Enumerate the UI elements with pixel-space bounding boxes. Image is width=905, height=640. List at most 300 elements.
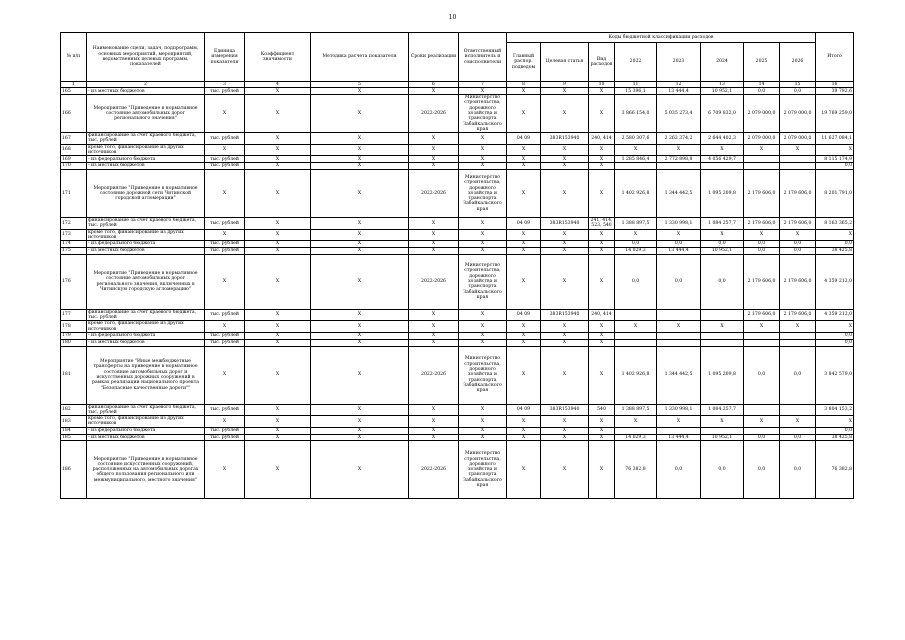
table-cell: 0,0 [780, 346, 816, 404]
table-cell: 241, 414, 523, 540 [589, 217, 615, 229]
table-cell [701, 332, 744, 339]
table-cell: 2 179 606,0 [780, 309, 816, 321]
table-cell: тыс. рублей [205, 339, 245, 346]
table-cell: X [507, 88, 541, 95]
table-cell: X [311, 156, 409, 163]
table-cell: тыс. рублей [205, 434, 245, 441]
header-vr: Вид расходов [589, 43, 615, 82]
table-cell: X [541, 254, 589, 309]
table-cell: X [507, 441, 541, 499]
table-cell: X [245, 404, 311, 416]
column-number: 5 [311, 82, 409, 88]
table-cell: 14 029,3 [615, 434, 657, 441]
table-cell: X [541, 163, 589, 170]
table-cell: X [780, 229, 816, 241]
table-cell: 383R153940 [541, 133, 589, 145]
row-number-cell: 184 [61, 427, 87, 434]
table-cell: тыс. рублей [205, 427, 245, 434]
table-cell: X [589, 416, 615, 428]
table-cell: тыс. рублей [205, 217, 245, 229]
table-cell: X [245, 427, 311, 434]
column-number: 8 [507, 82, 541, 88]
header-executor: Ответственный исполнитель и соисполнители [459, 33, 507, 82]
table-row [61, 169, 854, 217]
header-total: Итого [816, 33, 854, 82]
row-name-cell: - из местных бюджетов [87, 339, 205, 346]
table-cell: 540 [589, 404, 615, 416]
table-cell [744, 332, 780, 339]
table-cell: 0,0 [657, 241, 701, 248]
table-cell: 0,0 [657, 441, 701, 499]
table-cell: 0,0 [780, 247, 816, 254]
table-cell: 1 344 442,5 [657, 169, 701, 217]
table-cell: X [311, 404, 409, 416]
table-cell [780, 427, 816, 434]
table-cell: 1 084 257,7 [701, 404, 744, 416]
table-cell: X [507, 229, 541, 241]
table-row [61, 404, 854, 416]
table-cell: X [589, 434, 615, 441]
table-cell: тыс. рублей [205, 309, 245, 321]
table-cell: 0,0 [816, 163, 854, 170]
table-cell: 0,0 [657, 254, 701, 309]
table-cell: X [589, 241, 615, 248]
table-cell: X [311, 133, 409, 145]
table-cell: 6 709 832,0 [701, 95, 744, 133]
table-cell [780, 332, 816, 339]
table-cell: X [541, 95, 589, 133]
table-cell: X [615, 229, 657, 241]
table-cell: X [589, 441, 615, 499]
table-cell: 0,0 [816, 339, 854, 346]
table-cell: X [409, 309, 459, 321]
table-cell: X [311, 95, 409, 133]
table-cell: тыс. рублей [205, 88, 245, 95]
table-cell: X [541, 427, 589, 434]
table-cell: 19 769 259,0 [816, 95, 854, 133]
table-cell: X [409, 332, 459, 339]
table-cell: 2 079 000,0 [744, 95, 780, 133]
row-number-cell: 182 [61, 404, 87, 416]
table-cell [615, 427, 657, 434]
page-number: 10 [448, 14, 457, 21]
table-cell: X [409, 339, 459, 346]
table-cell: 2 079 000,0 [780, 95, 816, 133]
table-cell: 2 262 374,2 [657, 133, 701, 145]
table-cell: 2 580 307,6 [615, 133, 657, 145]
column-number: 11 [615, 82, 657, 88]
row-name-cell: - из местных бюджетов [87, 434, 205, 441]
header-2025: 2025 [744, 43, 780, 82]
table-cell: 2022-2026 [409, 441, 459, 499]
row-name-cell: кроме того, финансирование из других источников [87, 144, 205, 156]
table-cell: X [409, 217, 459, 229]
table-cell: 1 095 209,8 [701, 169, 744, 217]
table-cell: 4 359 212,0 [816, 254, 854, 309]
table-cell: 0,0 [816, 427, 854, 434]
table-cell: X [657, 416, 701, 428]
table-cell: X [459, 88, 507, 95]
table-cell: X [311, 217, 409, 229]
table-cell: 13 444,4 [657, 434, 701, 441]
table-cell: 04 09 [507, 309, 541, 321]
table-cell: X [245, 309, 311, 321]
table-cell: X [589, 254, 615, 309]
table-cell: X [507, 427, 541, 434]
table-cell: X [744, 416, 780, 428]
table-cell: 2022-2026 [409, 346, 459, 404]
table-cell: X [541, 339, 589, 346]
table-cell: 3 842 579,0 [816, 346, 854, 404]
table-cell: 0,0 [780, 434, 816, 441]
table-cell: X [311, 427, 409, 434]
table-row [61, 309, 854, 321]
table-cell: Министерство строительства, дорожного хозяйства и транспорта Забайкальского края [459, 346, 507, 404]
row-number-cell: 183 [61, 416, 87, 428]
table-cell [657, 339, 701, 346]
table-cell: X [507, 321, 541, 333]
table-cell: X [816, 321, 854, 333]
table-cell: X [589, 169, 615, 217]
table-cell: X [589, 339, 615, 346]
table-cell: X [409, 156, 459, 163]
row-number-cell: 176 [61, 254, 87, 309]
table-cell: X [245, 144, 311, 156]
table-row [61, 95, 854, 133]
table-cell: 2022-2026 [409, 169, 459, 217]
table-cell: Министерство строительства, дорожного хозяйства и транспорта Забайкальского края [459, 169, 507, 217]
row-name-cell: - из местных бюджетов [87, 88, 205, 95]
table-cell: X [541, 169, 589, 217]
table-cell: 2 179 606,0 [744, 169, 780, 217]
table-row [61, 441, 854, 499]
table-cell: 04 09 [507, 404, 541, 416]
table-cell: X [744, 229, 780, 241]
table-cell: 13 444,4 [657, 88, 701, 95]
table-cell: 2 179 606,0 [744, 309, 780, 321]
row-number-cell: 179 [61, 332, 87, 339]
table-cell: X [459, 247, 507, 254]
table-cell: X [311, 247, 409, 254]
header-2024: 2024 [701, 43, 744, 82]
table-cell: 0,0 [701, 441, 744, 499]
table-cell: X [507, 254, 541, 309]
table-cell: X [311, 88, 409, 95]
table-cell: X [589, 163, 615, 170]
table-cell: тыс. рублей [205, 163, 245, 170]
table-cell: X [459, 217, 507, 229]
row-name-cell: Мероприятие "Приведение в нормативное состояние автомобильных дорог регионального значения" [87, 95, 205, 133]
table-cell: X [615, 416, 657, 428]
table-cell: 11 627 084,1 [816, 133, 854, 145]
table-cell: X [541, 229, 589, 241]
table-cell: тыс. рублей [205, 241, 245, 248]
table-row [61, 88, 854, 95]
header-unit: Единица измерения показателя [205, 33, 245, 82]
table-cell: X [311, 416, 409, 428]
table-cell: X [507, 156, 541, 163]
table-cell: 10 952,1 [701, 247, 744, 254]
table-cell: X [409, 247, 459, 254]
table-cell: X [409, 163, 459, 170]
header-target: Целевая статья [541, 43, 589, 82]
column-number: 7 [459, 82, 507, 88]
table-row [61, 217, 854, 229]
header-name: Наименование сцели, задач, подпрограмм, основных мероприятий, мероприятий, ведомственных целевых программ, показателей [87, 33, 205, 82]
table-cell: X [589, 247, 615, 254]
table-cell: тыс. рублей [205, 133, 245, 145]
table-cell: X [311, 441, 409, 499]
row-number-cell: 166 [61, 95, 87, 133]
table-cell: 10 952,1 [701, 434, 744, 441]
table-cell: 1 285 846,4 [615, 156, 657, 163]
column-number: 14 [744, 82, 780, 88]
table-cell: X [311, 144, 409, 156]
table-row [61, 144, 854, 156]
table-cell: 0,0 [701, 254, 744, 309]
table-cell: X [245, 95, 311, 133]
table-cell: 1 330 998,1 [657, 404, 701, 416]
table-cell: X [245, 254, 311, 309]
table-cell: тыс. рублей [205, 247, 245, 254]
row-number-cell: 168 [61, 144, 87, 156]
table-cell: X [409, 144, 459, 156]
table-cell: 383R153940 [541, 217, 589, 229]
table-cell: 383R153940 [541, 309, 589, 321]
table-cell [780, 156, 816, 163]
table-cell: 3 866 154,0 [615, 95, 657, 133]
table-cell: X [589, 346, 615, 404]
table-cell: X [816, 229, 854, 241]
row-name-cell: Мероприятие "Приведение в нормативное состояние искусственных сооружений, расположенных на автомобильных дорогах общего пользования регионального или межмуниципального, местного значения" [87, 441, 205, 499]
table-cell [780, 163, 816, 170]
table-cell: 8 201 791,0 [816, 169, 854, 217]
table-cell: X [459, 339, 507, 346]
table-cell: X [507, 332, 541, 339]
table-cell: X [459, 321, 507, 333]
table-cell: X [205, 95, 245, 133]
table-cell: 240, 414 [589, 309, 615, 321]
table-cell: X [205, 229, 245, 241]
table-row [61, 247, 854, 254]
table-cell: X [541, 156, 589, 163]
column-number: 15 [780, 82, 816, 88]
table-cell: 0,0 [780, 241, 816, 248]
table-cell: X [311, 163, 409, 170]
table-cell [744, 404, 780, 416]
table-cell: X [507, 95, 541, 133]
table-row [61, 229, 854, 241]
table-cell: X [459, 144, 507, 156]
table-cell [744, 339, 780, 346]
table-row [61, 163, 854, 170]
header-2023: 2023 [657, 43, 701, 82]
table-cell: 1 402 926,8 [615, 346, 657, 404]
table-cell: 76 382,8 [615, 441, 657, 499]
table-row [61, 416, 854, 428]
table-cell: 0,0 [615, 254, 657, 309]
table-cell: 04 09 [507, 217, 541, 229]
table-cell: X [245, 241, 311, 248]
table-cell: X [459, 241, 507, 248]
table-cell: 2022-2026 [409, 95, 459, 133]
table-row [61, 254, 854, 309]
table-cell: 5 035 273,4 [657, 95, 701, 133]
table-cell: 1 388 897,5 [615, 404, 657, 416]
table-cell: 4 056 429,7 [701, 156, 744, 163]
table-cell: 2 644 402,3 [701, 133, 744, 145]
table-cell: 1 344 442,5 [657, 346, 701, 404]
row-name-cell: - из федерального бюджета [87, 332, 205, 339]
table-cell: тыс. рублей [205, 332, 245, 339]
row-name-cell: - из местных бюджетов [87, 247, 205, 254]
row-name-cell: кроме того, финансирование из других источников [87, 416, 205, 428]
table-cell: 1 402 926,8 [615, 169, 657, 217]
table-cell: X [589, 144, 615, 156]
column-number: 10 [589, 82, 615, 88]
table-cell: X [205, 441, 245, 499]
table-cell: 2 179 606,0 [744, 217, 780, 229]
table-cell: X [507, 144, 541, 156]
table-cell: 0,0 [744, 241, 780, 248]
table-row [61, 346, 854, 404]
table-cell: X [409, 434, 459, 441]
table-cell: 13 444,4 [657, 247, 701, 254]
table-cell [657, 163, 701, 170]
table-cell: X [541, 241, 589, 248]
table-cell: X [245, 332, 311, 339]
table-cell: X [245, 434, 311, 441]
table-cell: X [701, 229, 744, 241]
row-name-cell: финансирование за счет краевого бюджета, тыс. рублей [87, 133, 205, 145]
table-row [61, 241, 854, 248]
table-row [61, 427, 854, 434]
table-row [61, 321, 854, 333]
table-cell: X [657, 321, 701, 333]
row-number-cell: 174 [61, 241, 87, 248]
table-cell: X [205, 254, 245, 309]
table-cell: X [311, 309, 409, 321]
table-cell: X [615, 321, 657, 333]
table-row [61, 156, 854, 163]
row-name-cell: - из федерального бюджета [87, 156, 205, 163]
table-cell [701, 427, 744, 434]
row-name-cell: - из федерального бюджета [87, 241, 205, 248]
table-cell: 0,0 [615, 241, 657, 248]
table-cell [657, 309, 701, 321]
table-cell: 1 095 209,8 [701, 346, 744, 404]
table-cell: X [205, 144, 245, 156]
table-cell: X [459, 163, 507, 170]
row-number-cell: 171 [61, 169, 87, 217]
table-cell: 240, 414 [589, 133, 615, 145]
table-cell: X [507, 416, 541, 428]
table-cell [615, 309, 657, 321]
table-cell: 8 163 365,2 [816, 217, 854, 229]
table-cell: 2 079 000,0 [744, 133, 780, 145]
table-cell: X [205, 346, 245, 404]
table-cell: X [507, 247, 541, 254]
table-cell [744, 163, 780, 170]
table-cell: X [744, 321, 780, 333]
row-number-cell: 185 [61, 434, 87, 441]
table-cell [615, 332, 657, 339]
table-row [61, 339, 854, 346]
table-cell: X [409, 321, 459, 333]
table-cell: 2 179 606,0 [780, 169, 816, 217]
row-number-cell: 167 [61, 133, 87, 145]
table-cell: X [589, 332, 615, 339]
table-cell: X [507, 434, 541, 441]
row-number-cell: 180 [61, 339, 87, 346]
table-cell: X [311, 434, 409, 441]
table-cell: 2 179 606,0 [780, 217, 816, 229]
row-name-cell: кроме того, финансирование из других источников [87, 229, 205, 241]
table-cell: X [245, 88, 311, 95]
table-cell: X [589, 156, 615, 163]
column-number: 9 [541, 82, 589, 88]
table-cell: 0,0 [780, 441, 816, 499]
table-cell: 0,0 [744, 434, 780, 441]
table-cell: X [541, 88, 589, 95]
table-cell: X [459, 416, 507, 428]
table-cell: X [311, 346, 409, 404]
column-number: 12 [657, 82, 701, 88]
table-cell: X [541, 434, 589, 441]
table-cell: X [311, 339, 409, 346]
table-cell: X [311, 332, 409, 339]
table-cell: X [409, 404, 459, 416]
table-cell: X [245, 229, 311, 241]
row-number-cell: 178 [61, 321, 87, 333]
table-cell [744, 427, 780, 434]
table-cell: 1 084 257,7 [701, 217, 744, 229]
table-cell: X [459, 404, 507, 416]
table-cell: X [541, 346, 589, 404]
table-cell: X [459, 156, 507, 163]
row-number-cell: 173 [61, 229, 87, 241]
table-cell: X [507, 169, 541, 217]
row-number-cell: 170 [61, 163, 87, 170]
column-number: 3 [205, 82, 245, 88]
table-cell: X [780, 321, 816, 333]
row-name-cell: финансирование за счет краевого бюджета, тыс. рублей [87, 309, 205, 321]
table-cell: X [245, 133, 311, 145]
table-cell: X [245, 217, 311, 229]
table-cell [780, 404, 816, 416]
table-cell: X [541, 332, 589, 339]
table-cell: X [541, 416, 589, 428]
table-cell: X [409, 88, 459, 95]
table-cell: X [541, 144, 589, 156]
table-cell: X [409, 229, 459, 241]
table-cell: 14 029,3 [615, 247, 657, 254]
table-cell: X [589, 88, 615, 95]
table-cell: X [245, 163, 311, 170]
table-cell: X [615, 144, 657, 156]
table-cell: X [459, 133, 507, 145]
table-cell: 2 079 000,0 [780, 133, 816, 145]
table-cell: тыс. рублей [205, 156, 245, 163]
row-number-cell: 165 [61, 88, 87, 95]
row-number-cell: 172 [61, 217, 87, 229]
header-2026: 2026 [780, 43, 816, 82]
row-name-cell: Мероприятие "Иные межбюджетные трансферты на приведение в нормативное состояние автомобильных дорог и искусственных дорожных сооружений в рамках реализации национального проекта "Безопасные качественные дороги"" [87, 346, 205, 404]
table-cell: 04 09 [507, 133, 541, 145]
table-cell: X [409, 133, 459, 145]
table-cell: 1 388 897,5 [615, 217, 657, 229]
column-number: 6 [409, 82, 459, 88]
